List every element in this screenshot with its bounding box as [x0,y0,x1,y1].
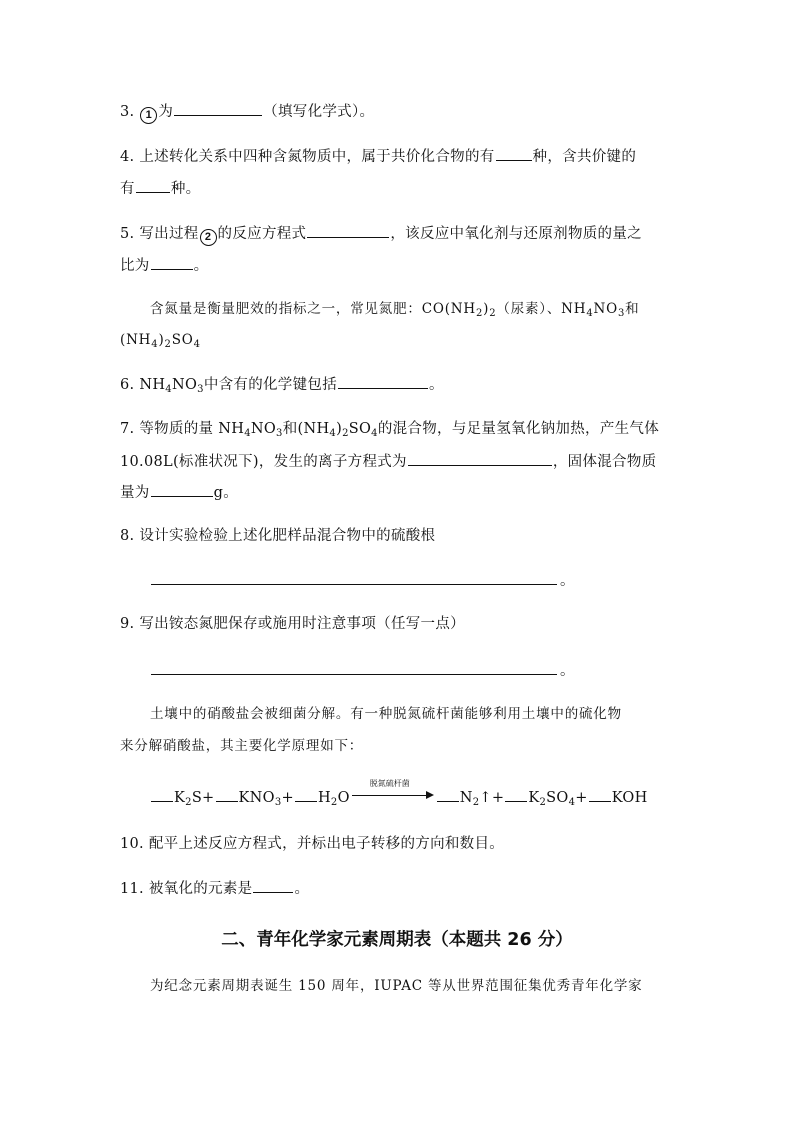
question-text: 种。 [170,181,201,197]
formula-part: ) [158,332,165,348]
question-text: 的反应方程式 [217,226,307,242]
formula-part: ) [483,301,490,317]
answer-blank[interactable] [151,482,213,497]
question-text: 7. 等物质的量 NH [120,421,245,437]
reaction-equation [150,779,648,808]
subscript: 4 [329,428,337,439]
formula-part: N [459,790,473,806]
formula-part: SO [546,790,569,806]
answer-blank[interactable] [151,660,557,675]
question-text: 为 [158,104,174,120]
circled-number-2: 2 [200,229,217,246]
passage-soil-nitrate-line-1 [150,704,622,724]
answer-blank[interactable] [151,255,193,270]
question-text: 。 [429,377,444,393]
subscript: 3 [274,797,282,808]
question-text: 4. 上述转化关系中四种含氮物质中，属于共价化合物的有 [120,149,495,165]
question-7-line-2 [120,451,656,472]
subscript: 3 [197,384,204,395]
answer-blank[interactable] [496,146,532,161]
formula-part: + [281,790,294,806]
formula-part: S+ [191,790,215,806]
answer-blank[interactable] [408,451,552,466]
formula-part: O [337,790,350,806]
passage-text: 土壤中的硝酸盐会被细菌分解。有一种脱氮硫杆菌能够利用土壤中的硫化物 [150,706,622,722]
question-7-line-1 [120,419,659,439]
question-5-line-2 [120,255,208,276]
passage-nitrogen-fertilizers-line-1 [150,299,639,319]
formula-part: ) [336,421,343,437]
circled-number-1: 1 [140,107,157,124]
reaction-arrow [352,779,434,802]
question-text: 10.08L(标准状况下)，发生的离子方程式为 [120,454,407,470]
passage-text: 来分解硝酸盐，其主要化学原理如下： [120,738,364,754]
answer-blank[interactable] [136,178,170,193]
subscript: 4 [371,428,378,439]
question-text: 的混合物，与足量氢氧化钠加热，产生气体 [377,421,660,437]
question-11 [120,878,309,899]
subscript: 4 [193,339,201,350]
question-text: g。 [213,485,238,501]
subscript: 2 [164,339,172,350]
question-text: （填写化学式）。 [263,104,375,120]
formula-part: NO [593,301,618,317]
formula-part: ↑+ [479,790,505,806]
subscript: 2 [472,797,480,808]
question-5-line-1 [120,223,642,246]
coefficient-blank[interactable] [505,787,527,802]
question-text: 比为 [120,258,150,274]
question-text: 8. 设计实验检验上述化肥样品混合物中的硫酸根 [120,528,436,544]
question-text: 。 [560,663,575,679]
question-4-line-2 [120,178,200,199]
formula-urea: CO(NH [421,301,476,317]
question-3 [120,101,374,124]
formula-part: K [528,790,540,806]
subscript: 3 [617,308,626,319]
subscript: 2 [185,797,192,808]
section-heading: 二、青年化学家元素周期表（本题共 26 分） [221,930,573,950]
question-text: ，固体混合物质 [552,454,657,470]
question-7-line-3 [120,482,238,503]
question-9-answer-line [150,660,575,681]
question-4-line-1 [120,146,636,167]
passage-nitrogen-fertilizers-line-2 [120,330,201,350]
answer-blank[interactable] [174,101,262,116]
question-text: 9. 写出铵态氮肥保存或施用时注意事项（任写一点） [120,616,465,632]
formula-part: + [575,790,588,806]
passage-soil-nitrate-line-2 [120,736,363,756]
question-10 [120,834,504,854]
question-number: 3. [120,104,135,120]
formula-part: KNO [238,790,275,806]
subscript: 4 [165,384,172,395]
question-9 [120,614,465,634]
subscript: 2 [330,797,338,808]
question-text: 10. 配平上述反应方程式，并标出电子转移的方向和数目。 [120,836,505,852]
passage-text: 含氮量是衡量肥效的指标之一，常见氮肥： [150,301,422,317]
formula-part: SO [171,332,194,348]
subscript: 4 [151,339,159,350]
formula-ammonium-sulfate: (NH [120,332,152,348]
answer-blank[interactable] [307,223,389,238]
formula-part: 和(NH [282,421,330,437]
passage-periodic-table [150,976,642,996]
coefficient-blank[interactable] [437,787,459,802]
subscript: 3 [276,428,283,439]
passage-text: 为纪念元素周期表诞生 150 周年，IUPAC 等从世界范围征集优秀青年化学家 [150,978,643,994]
answer-blank[interactable] [338,374,428,389]
arrow-shaft [352,795,428,796]
subscript: 2 [475,308,484,319]
formula-part: K [174,790,186,806]
formula-part: NO [171,377,198,393]
subscript: 2 [489,308,497,319]
answer-blank[interactable] [253,878,293,893]
question-8-answer-line [150,570,575,591]
question-text: 11. 被氧化的元素是 [120,881,253,897]
coefficient-blank[interactable] [216,787,238,802]
question-6 [120,374,444,395]
subscript: 4 [568,797,576,808]
formula-part: H [317,790,331,806]
question-text: 有 [120,181,135,197]
coefficient-blank[interactable] [151,787,173,802]
question-text: 中含有的化学键包括 [203,377,338,393]
subscript: 4 [244,428,251,439]
question-text: 种，含共价键的 [532,149,637,165]
question-text: 。 [560,573,575,589]
passage-text: （尿素）、NH [496,301,587,317]
coefficient-blank[interactable] [295,787,317,802]
question-8 [120,526,435,546]
coefficient-blank[interactable] [589,787,611,802]
question-text: 。 [294,881,310,897]
formula-part: KOH [611,790,648,806]
question-text: 。 [193,258,209,274]
subscript: 2 [539,797,547,808]
question-text: ，该反应中氧化剂与还原剂物质的量之 [390,226,642,242]
formula-part: SO [348,421,372,437]
subscript: 4 [586,308,594,319]
formula-part: NO [250,421,277,437]
question-text: 5. 写出过程 [120,226,199,242]
subscript: 2 [342,428,349,439]
question-text: 量为 [120,485,150,501]
arrow-head-icon [426,791,434,799]
answer-blank[interactable] [151,570,557,585]
question-text: 6. NH [120,377,166,393]
arrow-condition-label: 脱氮硫杆菌 [369,779,410,788]
passage-text: 和 [625,301,640,317]
